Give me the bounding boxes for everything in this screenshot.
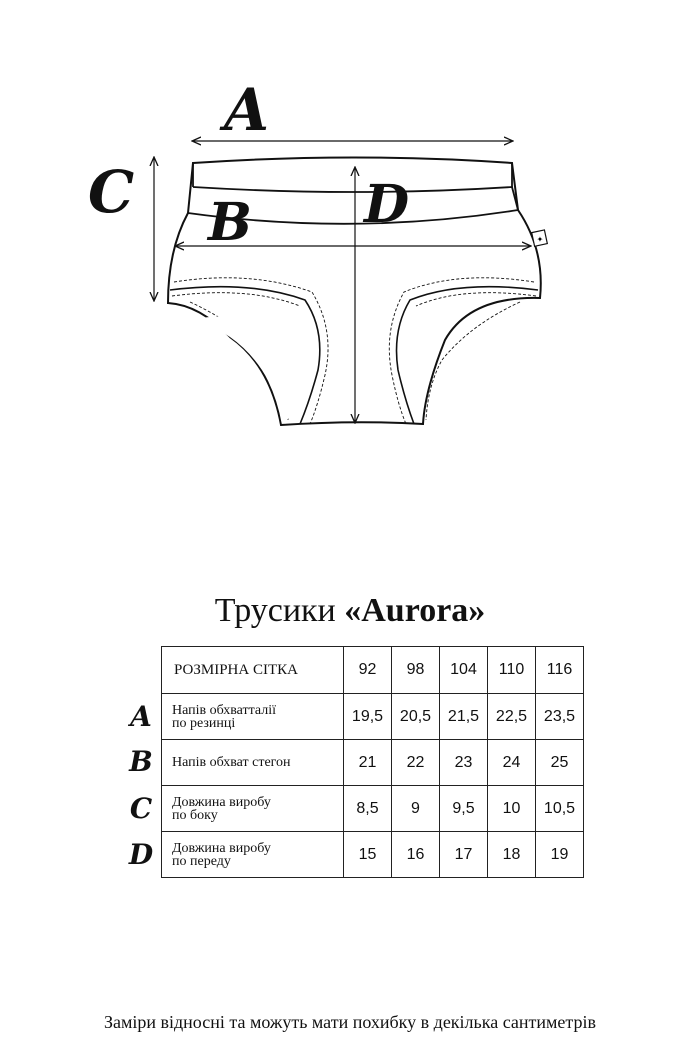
- table-cell: 17: [440, 832, 488, 878]
- row-letter-d: D: [128, 838, 154, 871]
- table-cell: 9: [392, 786, 440, 832]
- table-row: [162, 832, 584, 878]
- table-cell: 23: [440, 740, 488, 786]
- letter-c: C: [88, 158, 135, 226]
- table-row: [162, 740, 584, 786]
- table-cell: 10: [488, 786, 536, 832]
- letter-a: A: [224, 76, 270, 144]
- size-116: 116: [536, 647, 584, 694]
- table-cell: 22,5: [488, 694, 536, 740]
- product-title: [0, 592, 700, 630]
- table-row: [162, 786, 584, 832]
- table-cell: 22: [392, 740, 440, 786]
- table-cell: 24: [488, 740, 536, 786]
- size-98: 98: [392, 647, 440, 694]
- title-brand: «Aurora»: [344, 592, 486, 629]
- table-cell: 8,5: [344, 786, 392, 832]
- table-cell: 9,5: [440, 786, 488, 832]
- svg-text:✦: ✦: [536, 235, 544, 244]
- size-chart-table: [161, 646, 584, 878]
- table-cell: 25: [536, 740, 584, 786]
- table-header-row: [162, 647, 584, 694]
- table-cell: 20,5: [392, 694, 440, 740]
- size-110: 110: [488, 647, 536, 694]
- table-row: [162, 694, 584, 740]
- table-header-label: РОЗМІРНА СІТКА: [162, 647, 344, 694]
- table-cell: 10,5: [536, 786, 584, 832]
- table-cell: 23,5: [536, 694, 584, 740]
- letter-d: D: [364, 174, 410, 235]
- row-label-d: Довжина виробу по переду: [162, 832, 344, 878]
- garment-diagram: [0, 0, 700, 460]
- table-cell: 18: [488, 832, 536, 878]
- table-cell: 21: [344, 740, 392, 786]
- row-letter-b: B: [129, 745, 153, 778]
- table-cell: 16: [392, 832, 440, 878]
- letter-b: B: [208, 192, 252, 253]
- table-cell: 19,5: [344, 694, 392, 740]
- row-label-c: Довжина виробу по боку: [162, 786, 344, 832]
- table-cell: 21,5: [440, 694, 488, 740]
- table-cell: 19: [536, 832, 584, 878]
- size-92: 92: [344, 647, 392, 694]
- title-main: Трусики: [214, 592, 336, 629]
- label-tag-icon: [532, 230, 548, 246]
- measurement-disclaimer: Заміри відносні та можуть мати похибку в декілька сантиметрів: [103, 1012, 597, 1032]
- row-letter-c: C: [129, 792, 153, 825]
- row-label-a: Напів обхватталії по резинці: [162, 694, 344, 740]
- size-104: 104: [440, 647, 488, 694]
- table-cell: 15: [344, 832, 392, 878]
- row-label-b: Напів обхват стегон: [162, 740, 344, 786]
- row-letter-a: A: [130, 700, 152, 733]
